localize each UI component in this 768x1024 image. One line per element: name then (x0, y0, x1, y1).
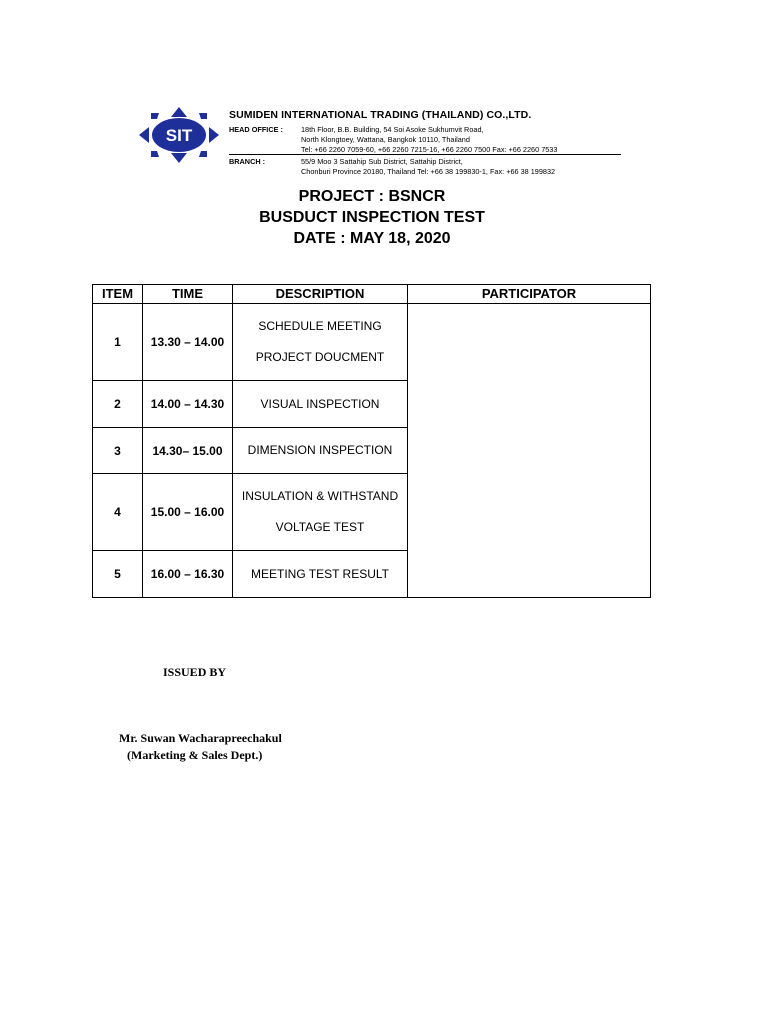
description-line: PROJECT DOUCMENT (255, 350, 385, 364)
document-titles (0, 186, 744, 249)
svg-text:SIT: SIT (165, 126, 193, 145)
description-line: VOLTAGE TEST (275, 520, 365, 534)
signer-name: Mr. Suwan Wacharapreechakul (119, 731, 282, 745)
item-cell: 3 (93, 428, 143, 474)
table-row (93, 304, 651, 381)
description-line: DIMENSION INSPECTION (247, 443, 393, 457)
issued-by-label: ISSUED BY (163, 665, 227, 679)
header-participator: PARTICIPATOR (408, 285, 651, 304)
head-office-line: North Klongtoey, Wattana, Bangkok 10110, Thailand (301, 135, 470, 144)
header-item: ITEM (93, 285, 143, 304)
time-cell: 13.30 – 14.00 (143, 304, 233, 381)
description-cell (233, 304, 408, 381)
signer-block (119, 730, 282, 764)
description-line: SCHEDULE MEETING (258, 319, 382, 333)
header-description: DESCRIPTION (233, 285, 408, 304)
description-cell (233, 551, 408, 598)
description-line: VISUAL INSPECTION (260, 396, 380, 411)
letterhead-divider (229, 154, 621, 155)
branch-block (229, 157, 555, 177)
description-line: MEETING TEST RESULT (250, 566, 390, 581)
signer-department: (Marketing & Sales Dept.) (127, 748, 263, 762)
sit-logo (137, 105, 221, 165)
time-cell: 16.00 – 16.30 (143, 551, 233, 598)
branch-line: 55/9 Moo 3 Sattahip Sub District, Sattahip District, (301, 157, 463, 166)
time-cell: 15.00 – 16.00 (143, 474, 233, 551)
header-time: TIME (143, 285, 233, 304)
time-cell: 14.30– 15.00 (143, 428, 233, 474)
branch-line: Chonburi Province 20180, Thailand Tel: +66 38 199830-1, Fax: +66 38 199832 (301, 167, 556, 176)
item-cell: 4 (93, 474, 143, 551)
participator-cell (408, 304, 651, 598)
time-cell: 14.00 – 14.30 (143, 381, 233, 428)
item-cell: 1 (93, 304, 143, 381)
head-office-line: 18th Floor, B.B. Building, 54 Soi Asoke Sukhumvit Road, (301, 125, 484, 134)
item-cell: 5 (93, 551, 143, 598)
test-title: BUSDUCT INSPECTION TEST (259, 209, 485, 226)
head-office-label: HEAD OFFICE : (229, 125, 283, 134)
description-line: INSULATION & WITHSTAND (241, 489, 399, 503)
table-header-row (93, 285, 651, 304)
item-cell: 2 (93, 381, 143, 428)
description-cell (233, 474, 408, 551)
date-title: DATE : MAY 18, 2020 (293, 230, 451, 247)
head-office-line: Tel: +66 2260 7059-60, +66 2260 7215-16, +66 2260 7500 Fax: +66 2260 7533 (301, 145, 558, 154)
head-office-block (229, 125, 557, 155)
project-title: PROJECT : BSNCR (298, 188, 446, 205)
description-cell (233, 381, 408, 428)
branch-label: BRANCH : (229, 157, 266, 166)
schedule-table (92, 284, 651, 598)
company-name: SUMIDEN INTERNATIONAL TRADING (THAILAND) CO.,LTD. (229, 109, 532, 121)
description-cell (233, 428, 408, 474)
letterhead (137, 103, 621, 179)
